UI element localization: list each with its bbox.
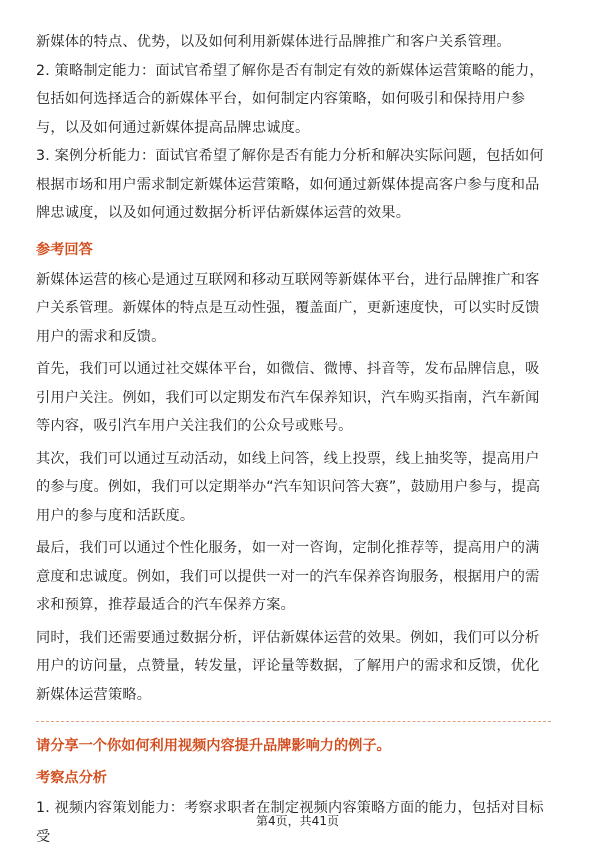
- answer-paragraph: 其次，我们可以通过互动活动，如线上问答，线上投票，线上抽奖等，提高用户的参与度。例如，我们可以定期举办“汽车知识问答大赛”，鼓励用户参与，提高用户的参与度和活跃度。: [36, 450, 541, 524]
- analysis-point-3: 3. 案例分析能力：面试官希望了解你是否有能力分析和解决实际问题，包括如何根据市场和用户需求制定新媒体运营策略，如何通过新媒体提高客户参与度和品牌忠诚度，以及如何通过数据分析评估新媒体运营的效果。: [36, 148, 544, 221]
- next-analysis-point-1: 1. 视频内容策划能力：考察求职者在制定视频内容策略方面的能力，包括对目标受: [36, 800, 544, 845]
- page-number: 第4页，共41页: [256, 814, 339, 828]
- question-analysis-section: [36, 28, 551, 228]
- analysis-heading: 考察点分析: [36, 770, 107, 786]
- answer-paragraph: 首先，我们可以通过社交媒体平台，如微信、微博、抖音等，发布品牌信息，吸引用户关注。例如，我们可以定期发布汽车保养知识，汽车购买指南，汽车新闻等内容，吸引汽车用户关注我们的公众号或账号。: [36, 361, 540, 434]
- answer-paragraph: 新媒体运营的核心是通过互联网和移动互联网等新媒体平台，进行品牌推广和客户关系管理。新媒体的特点是互动性强，覆盖面广，更新速度快，可以实时反馈用户的需求和反馈。: [36, 271, 540, 345]
- analysis-point-2: 2. 策略制定能力：面试官希望了解你是否有制定有效的新媒体运营策略的能力，包括如何选择适合的新媒体平台，如何制定内容策略，如何吸引和保持用户参与，以及如何通过新媒体提高品牌忠诚度。: [36, 62, 544, 136]
- answer-paragraph: 最后，我们可以通过个性化服务，如一对一咨询，定制化推荐等，提高用户的满意度和忠诚度。例如，我们可以提供一对一的汽车保养咨询服务，根据用户的需求和预算，推荐最适合的汽车保养方案。: [36, 540, 540, 613]
- analysis-point-1-tail: 新媒体的特点、优势，以及如何利用新媒体进行品牌推广和客户关系管理。: [36, 34, 511, 50]
- section-divider: [36, 721, 551, 722]
- answer-paragraph: 同时，我们还需要通过数据分析，评估新媒体运营的效果。例如，我们可以分析用户的访问量，点赞量，转发量，评论量等数据，了解用户的需求和反馈，优化新媒体运营策略。: [36, 629, 540, 703]
- reference-answer-body: [36, 266, 551, 710]
- reference-answer-heading: 参考回答: [36, 241, 93, 258]
- next-question-title: 请分享一个你如何利用视频内容提升品牌影响力的例子。: [36, 738, 391, 754]
